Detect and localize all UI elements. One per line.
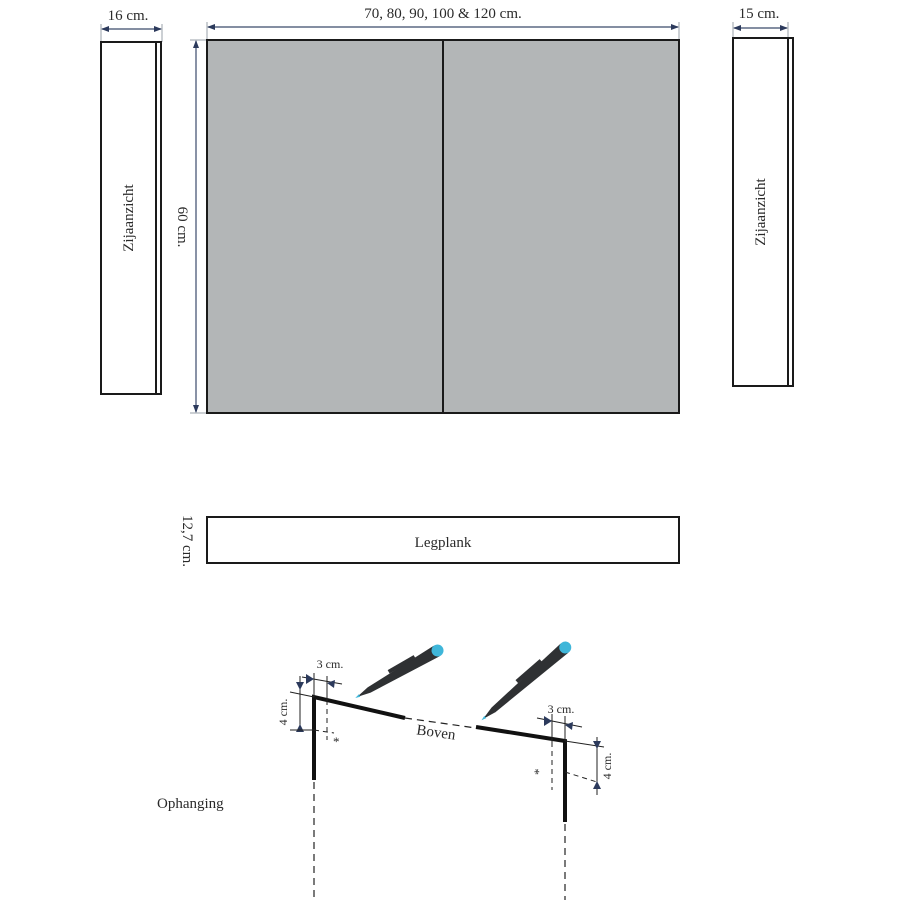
left-marker: *	[333, 734, 340, 749]
arrow-right-icon	[544, 716, 552, 726]
left-side-view-label: Zijaanzicht	[121, 184, 137, 252]
mounting-diagram	[157, 638, 614, 900]
top-direction-label: Boven	[415, 722, 457, 744]
right-offset-guide	[565, 772, 597, 782]
shelf-label: Legplank	[414, 535, 472, 551]
left-offset-guide	[314, 730, 334, 733]
arrow-right-icon	[306, 674, 314, 684]
right-depth-label: 15 cm.	[738, 6, 780, 22]
mounting-title: Ophanging	[157, 796, 224, 812]
arrow-up-icon	[296, 724, 304, 732]
left-mirror-door	[207, 40, 443, 413]
left-side-door-edge	[156, 42, 161, 394]
right-mirror-door	[443, 40, 679, 413]
left-depth-label: 16 cm.	[107, 8, 149, 24]
right-side-view-label: Zijaanzicht	[753, 178, 769, 246]
shelf-view	[179, 515, 679, 567]
left-3cm-label: 3 cm.	[316, 657, 344, 671]
right-4cm-label: 4 cm.	[600, 752, 614, 780]
arrow-left-icon	[565, 722, 573, 730]
right-3cm-dimension-line	[537, 718, 582, 727]
right-marker: *	[531, 768, 546, 775]
right-side-door-edge	[788, 38, 793, 386]
left-pen-icon	[351, 641, 445, 704]
shelf-depth-label: 12,7 cm.	[179, 514, 195, 568]
right-side-view	[733, 6, 793, 386]
cabinet-width-label: 70, 80, 90, 100 & 120 cm.	[364, 6, 522, 22]
arrow-up-icon	[593, 781, 601, 789]
left-4cm-label: 4 cm.	[276, 698, 290, 726]
extension-line	[290, 692, 314, 697]
left-side-view	[101, 8, 162, 394]
right-3cm-label: 3 cm.	[547, 702, 575, 716]
cabinet-height-label: 60 cm.	[174, 206, 190, 248]
front-view	[174, 6, 679, 413]
left-mounting-bracket	[314, 697, 405, 780]
arrow-down-icon	[296, 682, 304, 690]
